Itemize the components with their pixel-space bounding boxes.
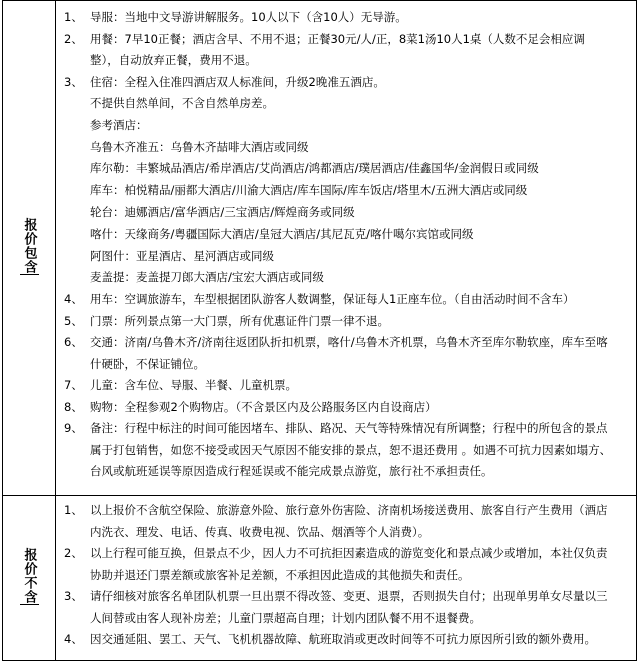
- list-item: [64, 72, 630, 94]
- item-text-line: 住宿：全程入住准四酒店双人标准间，升级2晚准五酒店。: [90, 74, 385, 89]
- hotel-list: [64, 137, 630, 290]
- included-row: [3, 1, 637, 496]
- item-text-line: 因交通延阻、罢工、天气、飞机机器故障、航班取消或更改时间等不可抗力原因所引致的额外费用。: [90, 632, 596, 646]
- list-item: [64, 311, 630, 333]
- accommodation-note: 不提供自然单间，不含自然单房差。: [90, 96, 274, 110]
- list-item: [64, 29, 630, 72]
- item-text-line: 人间替或由客人现补房差；儿童门票超高自理；计划内团队餐不用不退餐费。: [90, 610, 481, 625]
- item-text-line: 购物：全程参观2个购物店。（不含景区内及公路服务区内自设商店）: [90, 399, 437, 414]
- hotel-entry: 轮台：迪娜酒店/富华酒店/三宝酒店/辉煌商务或同级: [90, 204, 355, 219]
- excluded-label: 报价不含: [21, 547, 37, 604]
- item-text-line: 导服：当地中文导游讲解服务。10人以下（含10人）无导游。: [90, 10, 407, 24]
- included-label-cell: [3, 1, 56, 496]
- item-text-line: 用餐：7早10正餐；酒店含早、不用不退；正餐30元/人/正，8菜1汤10人1桌（人数不足会相应调: [90, 31, 585, 46]
- item-number: 3、: [64, 74, 83, 89]
- list-item: [64, 7, 630, 29]
- list-item: [64, 375, 630, 397]
- list-item: [64, 289, 630, 311]
- list-item: [64, 418, 630, 483]
- item-number: 9、: [64, 421, 83, 436]
- item-number: 6、: [64, 335, 83, 350]
- item-text-line: 内洗衣、理发、电话、传真、收费电视、饮品、烟酒等个人消费）。: [90, 524, 430, 539]
- hotel-entry: 阿图什：亚星酒店、星河酒店或同级: [90, 248, 274, 263]
- item-number: 2、: [64, 31, 83, 46]
- excluded-row: [3, 496, 637, 661]
- list-item: [64, 629, 630, 651]
- item-text-line: 门票：所列景点第一大门票，所有优惠证件门票一律不退。: [90, 313, 389, 328]
- item-text-line: 用车：空调旅游车，车型根据团队游客人数调整，保证每人1正座车位。（自由活动时间不含车）: [90, 292, 575, 307]
- item-text-line: 备注：行程中标注的时间可能因堵车、排队、路况、天气等特殊情况有所调整；行程中的所包含的景点: [90, 421, 608, 436]
- excluded-label-cell: [3, 496, 56, 661]
- accommodation-notes: [64, 93, 630, 137]
- item-number: 4、: [64, 292, 83, 307]
- item-number: 8、: [64, 399, 83, 414]
- excluded-items: [64, 500, 630, 651]
- item-number: 1、: [64, 10, 83, 24]
- item-text-line: 儿童：含车位、导服、半餐、儿童机票。: [90, 378, 297, 393]
- item-number: 2、: [64, 546, 83, 560]
- list-item: [64, 397, 630, 419]
- item-text-line: 协助并退还门票差额或旅客补足差额，不承担因此造成的其他损失和责任。: [90, 567, 470, 582]
- list-item: [64, 586, 630, 629]
- accommodation-note: 参考酒店：: [90, 117, 148, 132]
- item-number: 4、: [64, 632, 83, 646]
- quote-table: [2, 0, 637, 661]
- item-text-line: 整），自动放弃正餐，费用不退。: [90, 53, 257, 67]
- excluded-content: [56, 496, 637, 661]
- item-number: 1、: [64, 503, 83, 517]
- hotel-entry: 乌鲁木齐准五：乌鲁木齐喆啡大酒店或同级: [90, 139, 309, 154]
- item-text-line: 以上行程可能互换，但景点不少，因人力不可抗拒因素造成的游览变化和景点减少或增加，本社仅负责: [90, 546, 608, 560]
- list-item: [64, 543, 630, 586]
- item-text-line: 台风或航班延误等原因造成行程延误或不能完成景点游览，旅行社不承担责任。: [90, 464, 493, 479]
- item-number: 5、: [64, 313, 83, 328]
- list-item: [64, 500, 630, 543]
- item-text-line: 什硬卧，不保证铺位。: [90, 356, 205, 371]
- item-text-line: 以上报价不含航空保险、旅游意外险、旅行意外伤害险、济南机场接送费用、旅客自行产生费用（酒店: [90, 503, 608, 517]
- included-items: [64, 7, 630, 93]
- item-text-line: 请仔细核对旅客名单团队机票一旦出票不得改签、变更、退票，否则损失自付；出现单男单女尽量以三: [90, 589, 608, 603]
- hotel-entry: 库尔勒：丰繁城品酒店/希岸酒店/艾尚酒店/鸿都酒店/璞居酒店/佳鑫国华/金润假日或同级: [90, 161, 539, 176]
- hotel-entry: 喀什：天缘商务/粤疆国际大酒店/皇冠大酒店/其尼瓦克/喀什噶尔宾馆或同级: [90, 226, 474, 241]
- item-text-line: 交通：济南/乌鲁木齐/济南往返团队折扣机票，喀什/乌鲁木齐机票，乌鲁木齐至库尔勒软座，库车至喀: [90, 335, 608, 350]
- hotel-entry: 库车：柏悦精品/丽都大酒店/川渝大酒店/库车国际/库车饭店/塔里木/五洲大酒店或同级: [90, 183, 528, 198]
- item-number: 3、: [64, 589, 83, 603]
- included-label: 报价包含: [21, 217, 37, 274]
- item-number: 7、: [64, 378, 83, 393]
- item-text-line: 属于打包销售，如您不接受或因天气原因不能安排的景点，恕不退还费用 。如遇不可抗力因素如塌方、: [90, 442, 612, 457]
- included-items-after: [64, 289, 630, 483]
- included-content: [56, 1, 637, 496]
- hotel-entry: 麦盖提：麦盖提刀郎大酒店/宝宏大酒店或同级: [90, 270, 324, 285]
- list-item: [64, 332, 630, 375]
